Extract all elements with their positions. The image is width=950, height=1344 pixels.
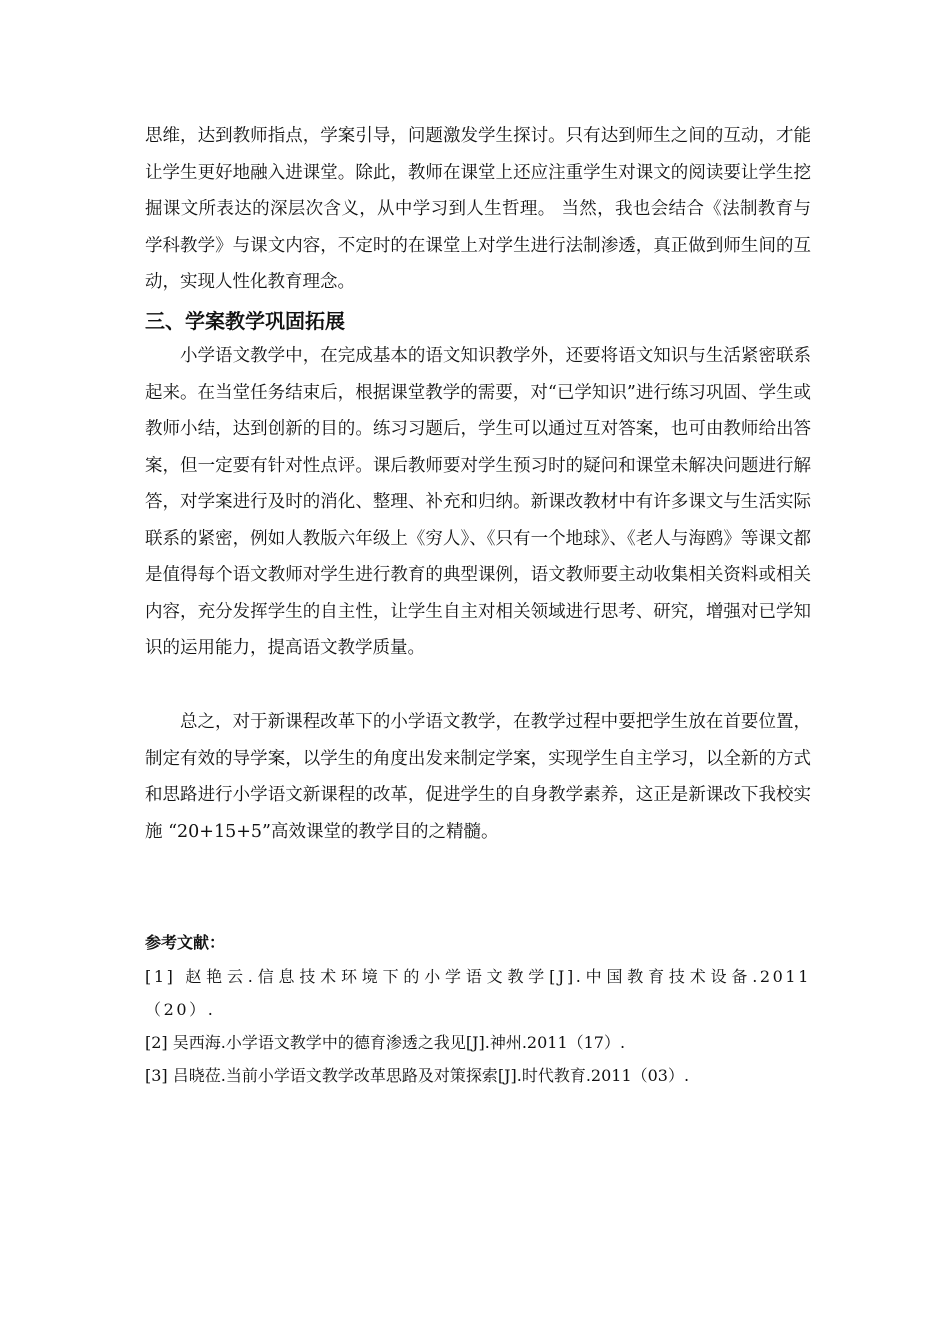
section-heading: 三、学案教学巩固拓展 bbox=[145, 309, 345, 333]
reference-item-1: [1] 赵艳云.信息技术环境下的小学语文教学[J].中国教育技术设备.2011（20）. bbox=[145, 967, 811, 1019]
body-paragraph-2: 小学语文教学中，在完成基本的语文知识教学外，还要将语文知识与生活紧密联系起来。在当堂任务结束后，根据课堂教学的需要，对“已学知识”进行练习巩固、学生或教师小结，达到创新的目的。练习习题后，学生可以通过互对答案，也可由教师给出答案，但一定要有针对性点评。课后教师要对学生预习时的疑问和课堂未解决问题进行解答，对学案进行及时的消化、整理、补充和归纳。新课改教材中有许多课文与生活实际联系的紧密，例如人教版六年级上《穷人》、《只有一个地球》、《老人与海鸥》等课文都是值得每个语文教师对学生进行教育的典型课例，语文教师要主动收集相关资料或相关内容，充分发挥学生的自主性，让学生自主对相关领域进行思考、研究，增强对已学知识的运用能力，提高语文教学质量。 bbox=[145, 346, 811, 658]
references-heading: 参考文献： bbox=[145, 933, 226, 952]
reference-item-3: [3] 吕晓莅.当前小学语文教学改革思路及对策探索[J].时代教育.2011（03）. bbox=[145, 1066, 690, 1085]
reference-item-2: [2] 吴西海.小学语文教学中的德育渗透之我见[J].神州.2011（17）. bbox=[145, 1033, 626, 1052]
body-paragraph-3: 总之，对于新课程改革下的小学语文教学，在教学过程中要把学生放在首要位置，制定有效的导学案，以学生的角度出发来制定学案，实现学生自主学习，以全新的方式和思路进行小学语文新课程的改革，促进学生的自身教学素养，这正是新课改下我校实施 “20+15+5”高效课堂的教学目的之精髓。 bbox=[145, 712, 811, 842]
body-paragraph-1: 思维，达到教师指点，学案引导，问题激发学生探讨。只有达到师生之间的互动，才能让学生更好地融入进课堂。除此，教师在课堂上还应注重学生对课文的阅读要让学生挖掘课文所表达的深层次含义，从中学习到人生哲理。 当然，我也会结合《法制教育与学科教学》与课文内容，不定时的在课堂上对学生进行法制渗透，真正做到师生间的互动，实现人性化教育理念。 bbox=[145, 126, 811, 292]
references-list bbox=[145, 960, 811, 1092]
